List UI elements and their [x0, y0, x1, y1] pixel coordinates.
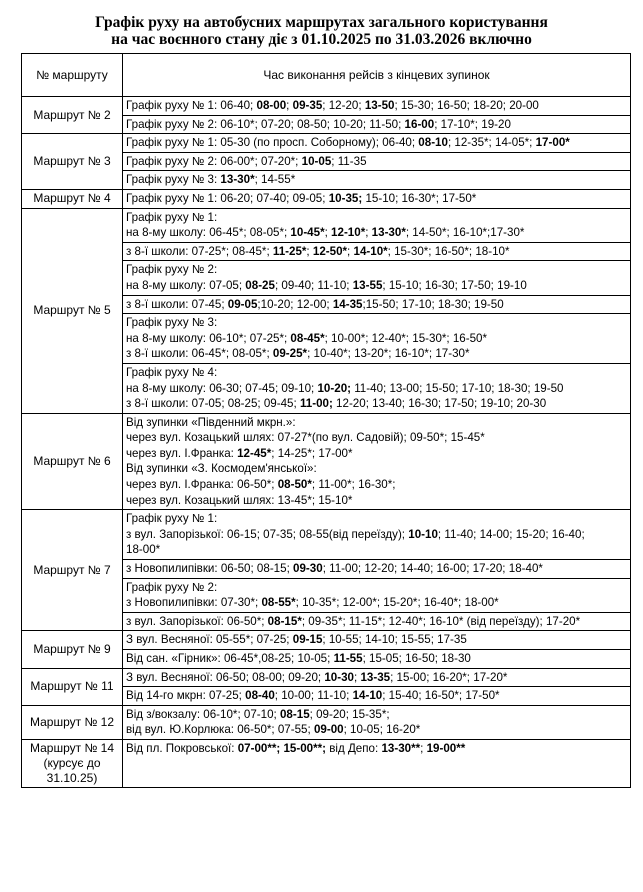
schedule-text: через вул. Козацький шлях: 13-45*; 15-10*: [126, 493, 353, 507]
schedule-line: [126, 595, 627, 611]
bold-time-text: 11-00;: [299, 397, 333, 411]
route-name-line: (курсує до: [43, 755, 101, 770]
schedule-line: [126, 415, 627, 431]
schedule-cell: [123, 261, 631, 295]
schedule-line: [126, 707, 627, 723]
schedule-text: Від з/вокзалу: 06-10*; 07-10;: [126, 707, 280, 721]
schedule-text: Від зупинки «З. Космодем'янської»:: [126, 462, 317, 476]
schedule-text: ;: [354, 670, 361, 684]
schedule-cell: [123, 631, 631, 650]
bold-time-text: 13-30**: [381, 741, 421, 755]
schedule-text: від вул. Ю.Корлюка: 06-50*; 07-55;: [126, 723, 314, 737]
table-row: [22, 631, 631, 650]
schedule-line: [126, 278, 627, 294]
bold-time-text: 14-35: [332, 297, 363, 311]
bold-time-text: 09-15: [292, 633, 323, 647]
schedule-line: [126, 98, 627, 114]
schedule-line: [126, 346, 627, 362]
schedule-text: Від 14-го мкрн: 07-25;: [126, 689, 246, 703]
schedule-text: ; 14-25*; 17-00*: [271, 446, 353, 460]
schedule-line: [126, 446, 627, 462]
schedule-line: [126, 542, 627, 558]
times-column-header: Час виконання рейсів з кінцевих зупинок: [123, 54, 631, 97]
schedule-text: 12-20; 13-40; 16-30; 17-50; 19-10; 20-30: [332, 397, 547, 411]
schedule-text: Графік руху № 1: 06-40;: [126, 99, 257, 112]
bold-time-text: 07-00**; 15-00**;: [237, 741, 327, 755]
bold-time-text: 13-50: [364, 99, 395, 112]
bold-time-text: 08-50*: [277, 478, 312, 492]
schedule-line: [126, 461, 627, 477]
schedule-text: на 8-му школу: 06-30; 07-45; 09-10;: [126, 381, 318, 395]
table-row: [22, 510, 631, 560]
schedule-line: [126, 365, 627, 381]
schedule-text: ; 15-30; 16-50; 18-20; 20-00: [394, 99, 539, 112]
schedule-text: Графік руху № 2:: [126, 580, 218, 594]
schedule-cell: [123, 295, 631, 314]
bold-time-text: 10-05: [301, 154, 332, 168]
bold-time-text: 14-10*: [353, 244, 388, 258]
schedule-text: Графік руху № 2:: [126, 263, 218, 277]
route-column-header: № маршруту: [22, 54, 123, 97]
schedule-text: З вул. Весняної: 05-55*; 07-25;: [126, 633, 293, 647]
schedule-line: [126, 172, 627, 188]
schedule-cell: [123, 650, 631, 669]
schedule-line: [126, 381, 627, 397]
route-name-cell: [22, 631, 123, 668]
schedule-cell: [123, 115, 631, 134]
schedule-text: ; 10-00; 11-10;: [274, 689, 353, 703]
schedule-text: з 8-ї школи: 07-45;: [126, 297, 228, 311]
route-name-line: 31.10.25): [46, 770, 98, 785]
schedule-line: [126, 396, 627, 412]
table-row: [22, 189, 631, 208]
schedule-line: [126, 135, 627, 151]
route-name-line: Маршрут № 9: [33, 642, 111, 656]
schedule-text: Графік руху № 4:: [126, 365, 218, 379]
table-row: [22, 739, 631, 787]
schedule-text: ; 15-30*; 16-50*; 18-10*: [387, 244, 510, 258]
schedule-cell: [123, 171, 631, 190]
route-name-line: Маршрут № 6: [33, 453, 111, 468]
schedule-text: Від пл. Покровської:: [126, 741, 238, 755]
bold-time-text: 08-15: [279, 707, 310, 721]
bold-time-text: 08-15*: [267, 614, 302, 628]
schedule-text: ;10-20; 12-00;: [257, 297, 333, 311]
bold-time-text: 10-10: [408, 527, 438, 541]
route-name-line: Маршрут № 4: [33, 191, 111, 206]
bold-time-text: 10-20;: [317, 381, 351, 395]
schedule-text: ;: [347, 244, 354, 258]
schedule-text: на 8-му школу: 06-45*; 08-05*;: [126, 226, 291, 240]
schedule-text: 15-10; 16-30*; 17-50*: [362, 191, 477, 205]
schedule-text: Графік руху № 3:: [126, 316, 218, 330]
schedule-cell: [123, 687, 631, 706]
schedule-text: з вул. Запорізької: 06-50*;: [126, 614, 268, 628]
schedule-line: [126, 511, 627, 527]
schedule-text: ; 12-35*; 14-05*;: [447, 136, 536, 150]
schedule-text: від Депо:: [326, 741, 382, 755]
schedule-text: Від зупинки «Південний мкрн.»:: [126, 415, 296, 429]
bold-time-text: 08-10: [418, 136, 448, 150]
route-name-cell: [22, 705, 123, 739]
schedule-text: через вул. І.Франка: 06-50*;: [126, 478, 278, 492]
bold-time-text: 09-00: [313, 723, 344, 737]
schedule-line: [126, 688, 627, 704]
schedule-cell: [123, 189, 631, 208]
route-name-line: Маршрут № 5: [33, 303, 111, 318]
route-name-line: Маршрут № 14: [29, 740, 115, 755]
schedule-line: [126, 527, 627, 543]
schedule-text: ; 15-00; 16-20*; 17-20*: [390, 670, 508, 684]
bold-time-text: 08-45*: [290, 331, 325, 345]
schedule-text: з Новопилипівки: 06-50; 08-15;: [126, 562, 294, 576]
route-name-cell: [22, 97, 123, 134]
schedule-cell: [123, 97, 631, 116]
schedule-text: ; 11-40; 14-00; 15-20; 16-40;: [437, 527, 585, 541]
schedule-cell: [123, 208, 631, 242]
schedule-text: 18-00*: [126, 543, 161, 557]
table-row: [22, 413, 631, 510]
schedule-line: [126, 651, 627, 667]
bold-time-text: 11-55: [333, 652, 363, 665]
schedule-text: ; 14-50*; 16-10*;17-30*: [405, 226, 525, 240]
schedule-text: Графік руху № 2: 06-00*; 07-20*;: [126, 154, 302, 168]
schedule-text: ; 14-55*: [254, 173, 296, 187]
schedule-text: ;: [365, 226, 372, 240]
bold-time-text: 09-35: [292, 99, 323, 112]
schedule-line: [126, 741, 627, 757]
schedule-text: Графік руху № 1:: [126, 210, 218, 224]
bold-time-text: 08-25: [245, 278, 275, 292]
schedule-text: ; 10-05; 16-20*: [343, 723, 421, 737]
schedule-text: З вул. Весняної: 06-50; 08-00; 09-20;: [126, 670, 325, 684]
schedule-line: [126, 493, 627, 509]
schedule-cell: [123, 612, 631, 631]
schedule-text: на 8-му школу: 07-05;: [126, 278, 246, 292]
schedule-text: ; 09-35*; 11-15*; 12-40*; 16-10* (від переїзду); 17-20*: [301, 614, 581, 628]
bold-time-text: 13-55: [352, 278, 383, 292]
route-name-cell: [22, 510, 123, 631]
schedule-text: з вул. Запорізької: 06-15; 07-35; 08-55(від переїзду);: [126, 527, 409, 541]
schedule-text: ;: [420, 741, 427, 755]
schedule-text: ; 10-55; 14-10; 15-55; 17-35: [322, 633, 467, 647]
schedule-text: ; 10-35*; 12-00*; 15-20*; 16-40*; 18-00*: [295, 596, 499, 610]
schedule-body: [22, 97, 631, 788]
schedule-text: ; 11-00; 12-20; 14-40; 16-00; 17-20; 18-40*: [322, 562, 543, 576]
bold-time-text: 13-30*: [371, 226, 406, 240]
bold-time-text: 17-00*: [535, 136, 570, 150]
route-name-line: Маршрут № 7: [33, 562, 111, 577]
schedule-line: [126, 722, 627, 738]
route-name-line: Маршрут № 3: [33, 154, 111, 169]
bold-time-text: 09-25*: [272, 347, 308, 361]
schedule-text: ; 15-40; 16-50*; 17-50*: [382, 689, 500, 703]
schedule-cell: [123, 705, 631, 739]
schedule-line: [126, 315, 627, 331]
table-row: [22, 97, 631, 116]
schedule-cell: [123, 363, 631, 413]
bold-time-text: 08-55*: [261, 596, 296, 610]
schedule-line: [126, 191, 627, 207]
schedule-text: з Новопилипівки: 07-30*;: [126, 596, 262, 610]
bold-time-text: 16-00: [404, 117, 435, 131]
table-row: [22, 208, 631, 242]
route-name-cell: [22, 668, 123, 705]
schedule-text: ;: [306, 244, 313, 258]
route-name-cell: [22, 413, 123, 510]
schedule-cell: [123, 134, 631, 153]
schedule-text: ; 09-40; 11-10;: [274, 278, 353, 292]
schedule-line: [126, 331, 627, 347]
schedule-text: 11-40; 13-00; 15-50; 17-10; 18-30; 19-50: [351, 381, 564, 395]
schedule-table: [21, 53, 631, 788]
schedule-text: ; 10-40*; 13-20*; 16-10*; 17-30*: [307, 347, 470, 361]
schedule-text: Графік руху № 1:: [126, 512, 218, 526]
schedule-text: ; 15-05; 16-50; 18-30: [362, 652, 471, 665]
schedule-cell: [123, 314, 631, 364]
bold-time-text: 08-00: [256, 99, 287, 112]
schedule-text: ; 10-00*; 12-40*; 15-30*; 16-50*: [324, 331, 488, 345]
bold-time-text: 09-05: [227, 297, 258, 311]
schedule-text: ;: [324, 226, 332, 240]
schedule-line: [126, 154, 627, 170]
schedule-text: ; 09-20; 15-35*;: [309, 707, 390, 721]
schedule-text: ; 15-10; 16-30; 17-50; 19-10: [382, 278, 527, 292]
route-name-cell: [22, 208, 123, 413]
schedule-cell: [123, 413, 631, 510]
schedule-line: [126, 117, 627, 133]
route-name-line: Маршрут № 12: [29, 714, 115, 729]
schedule-line: [126, 430, 627, 446]
table-header-row: [22, 54, 631, 97]
schedule-text: ;15-50; 17-10; 18-30; 19-50: [362, 297, 504, 311]
schedule-line: [126, 262, 627, 278]
schedule-text: з 8-ї школи: 06-45*; 08-05*;: [126, 347, 273, 361]
schedule-text: Графік руху № 1: 05-30 (по просп. Соборному); 06-40;: [126, 136, 419, 150]
schedule-cell: [123, 739, 631, 787]
schedule-text: ; 11-35: [331, 154, 367, 168]
schedule-line: [126, 244, 627, 260]
schedule-cell: [123, 560, 631, 579]
table-row: [22, 705, 631, 739]
bold-time-text: 12-45*: [237, 446, 272, 460]
bold-time-text: 10-30: [324, 670, 354, 684]
schedule-text: ;: [286, 99, 293, 112]
route-name-line: Маршрут № 11: [30, 679, 114, 694]
bold-time-text: 11-25*: [272, 244, 307, 258]
schedule-line: [126, 632, 627, 648]
schedule-line: [126, 210, 627, 226]
schedule-text: на 8-му школу: 06-10*; 07-25*;: [126, 331, 291, 345]
schedule-text: через вул. Козацький шлях: 07-27*(по вул. Садовій); 09-50*; 15-45*: [126, 431, 485, 445]
schedule-text: Графік руху № 1: 06-20; 07-40; 09-05;: [126, 191, 329, 205]
schedule-line: [126, 580, 627, 596]
bold-time-text: 09-30: [293, 562, 323, 576]
route-name-cell: [22, 134, 123, 190]
route-name-cell: [22, 739, 123, 787]
schedule-line: [126, 297, 627, 313]
bold-time-text: 10-45*: [290, 226, 325, 240]
title-line-2: на час воєнного стану діє з 01.10.2025 по 31.03.2026 включно: [111, 31, 532, 48]
route-name-line: Маршрут № 2: [33, 107, 111, 122]
bold-time-text: 19-00**: [426, 741, 466, 755]
bold-time-text: 13-35: [360, 670, 391, 684]
schedule-cell: [123, 242, 631, 261]
schedule-text: ; 12-20;: [322, 99, 365, 112]
schedule-line: [126, 477, 627, 493]
schedule-cell: [123, 578, 631, 612]
schedule-text: з 8-ї школи: 07-25*; 08-45*;: [126, 244, 273, 258]
schedule-text: з 8-ї школи: 07-05; 08-25; 09-45;: [126, 397, 300, 411]
document-title: [0, 14, 643, 48]
bold-time-text: 12-50*: [312, 244, 348, 258]
table-row: [22, 134, 631, 153]
bold-time-text: 13-30*: [220, 173, 255, 187]
schedule-line: [126, 225, 627, 241]
schedule-cell: [123, 510, 631, 560]
bold-time-text: 08-40: [245, 689, 275, 703]
schedule-line: [126, 614, 627, 630]
schedule-text: через вул. І.Франка:: [126, 446, 238, 460]
schedule-line: [126, 561, 627, 577]
schedule-text: ; 11-00*; 16-30*;: [311, 478, 396, 492]
schedule-text: Графік руху № 3:: [126, 173, 221, 187]
bold-time-text: 12-10*: [331, 226, 366, 240]
bold-time-text: 10-35;: [328, 191, 363, 205]
schedule-text: Графік руху № 2: 06-10*; 07-20; 08-50; 10-20; 11-50;: [126, 117, 405, 131]
table-row: [22, 668, 631, 687]
schedule-cell: [123, 152, 631, 171]
schedule-line: [126, 670, 627, 686]
schedule-text: Від сан. «Гірник»: 06-45*,08-25; 10-05;: [126, 652, 334, 665]
schedule-text: ; 17-10*; 19-20: [434, 117, 511, 131]
bold-time-text: 14-10: [352, 689, 383, 703]
title-line-1: Графік руху на автобусних маршрутах загального користування: [95, 14, 548, 31]
route-name-cell: [22, 189, 123, 208]
schedule-cell: [123, 668, 631, 687]
